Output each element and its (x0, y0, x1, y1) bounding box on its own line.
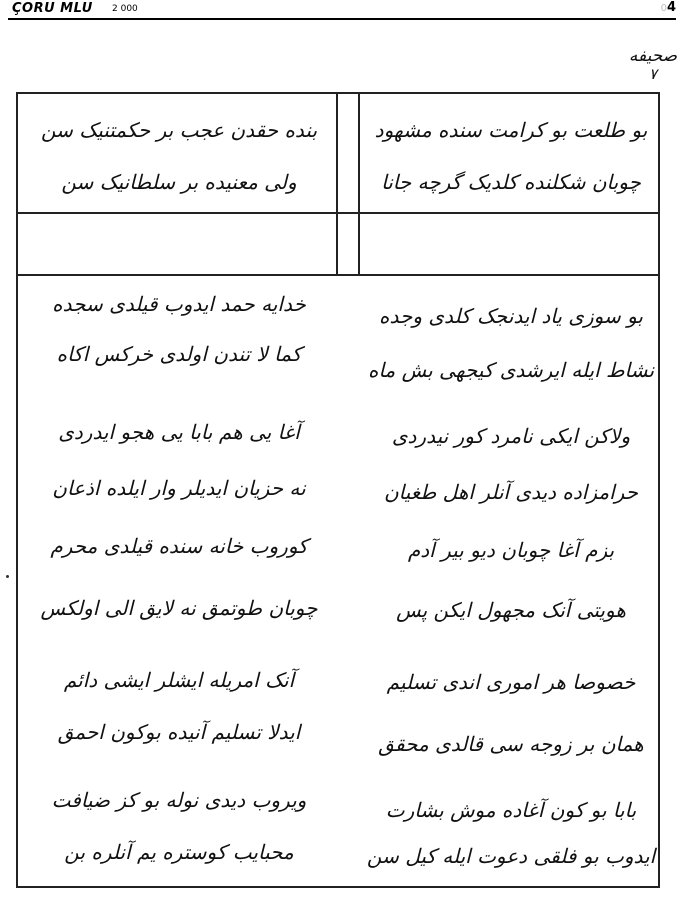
verse-8-left: چوبان طوتمق نه لایق الی اولکس (40, 596, 318, 620)
row-divider-bottom (16, 274, 660, 276)
column-divider-right (358, 92, 360, 276)
verse-3-left: خدایه حمد ایدوب قیلدی سجده (52, 292, 306, 316)
row-divider-top (16, 212, 660, 214)
verse-8-right: هویتی آنک مجهول ایکن پس (396, 598, 626, 622)
verse-7-right: بزم آغا چوبان دیو بیر آدم (407, 538, 615, 562)
verse-10-right: همان بر زوجه سی قالدی محقق (378, 732, 644, 756)
page-header (8, 0, 676, 20)
folio-heading (628, 46, 678, 86)
verse-12-left: محبایب کوستره یم آنلره بن (64, 840, 294, 864)
page-number-ghost-digit: 0 (660, 3, 667, 14)
header-title: ÇORU MLU (12, 1, 93, 16)
verse-2-right: چوبان شکلنده کلدیک گرچه جانا (381, 170, 641, 194)
verse-6-left: نه حزیان ایدیلر وار ایلده اذعان (52, 476, 306, 500)
verse-2-left: ولی معنیده بر سلطانیک سن (61, 170, 297, 194)
verse-12-right: ایدوب بو فلقی دعوت ایله کیل سن (366, 844, 656, 868)
page-number (661, 0, 676, 15)
verse-1-left: بنده حقدن عجب بر حکمتنیک سن (40, 118, 318, 142)
verse-5-left: آغا یی هم بابا یی هجو ایدردی (58, 420, 300, 444)
verse-6-right: حرامزاده دیدی آنلر اهل طغیان (383, 480, 639, 504)
verse-3-right: بو سوزی یاد ایدنجک کلدی وجده (379, 304, 643, 328)
verse-10-left: ایدلا تسلیم آنیده بوکون احمق (57, 720, 301, 744)
folio-word: صحیفه (628, 46, 678, 66)
page-number-digit: 4 (666, 0, 676, 15)
scan-speck (6, 575, 9, 578)
column-divider-left (336, 92, 338, 276)
folio-number: ۷ (648, 65, 658, 83)
verse-5-right: ولاکن ایکی نامرد کور نیدردی (391, 424, 631, 448)
verse-4-right: نشاط ایله ایرشدی کیجهی بش ماه (367, 358, 655, 382)
verse-7-left: کوروب خانه سنده قیلدی محرم (50, 534, 308, 558)
verse-9-left: آنک امریله ایشلر ایشی دائم (63, 668, 295, 692)
header-year: 2 000 (112, 4, 138, 14)
verse-9-right: خصوصا هر اموری اندی تسلیم (386, 670, 636, 694)
verse-11-left: ویروب دیدی نوله بو کز ضیافت (51, 788, 307, 812)
verse-11-right: بابا بو کون آغاده موش بشارت (385, 798, 637, 822)
verse-1-right: بو طلعت بو کرامت سنده مشهود (374, 118, 648, 142)
verse-4-left: کما لا تندن اولدی خرکس اکاه (56, 342, 302, 366)
